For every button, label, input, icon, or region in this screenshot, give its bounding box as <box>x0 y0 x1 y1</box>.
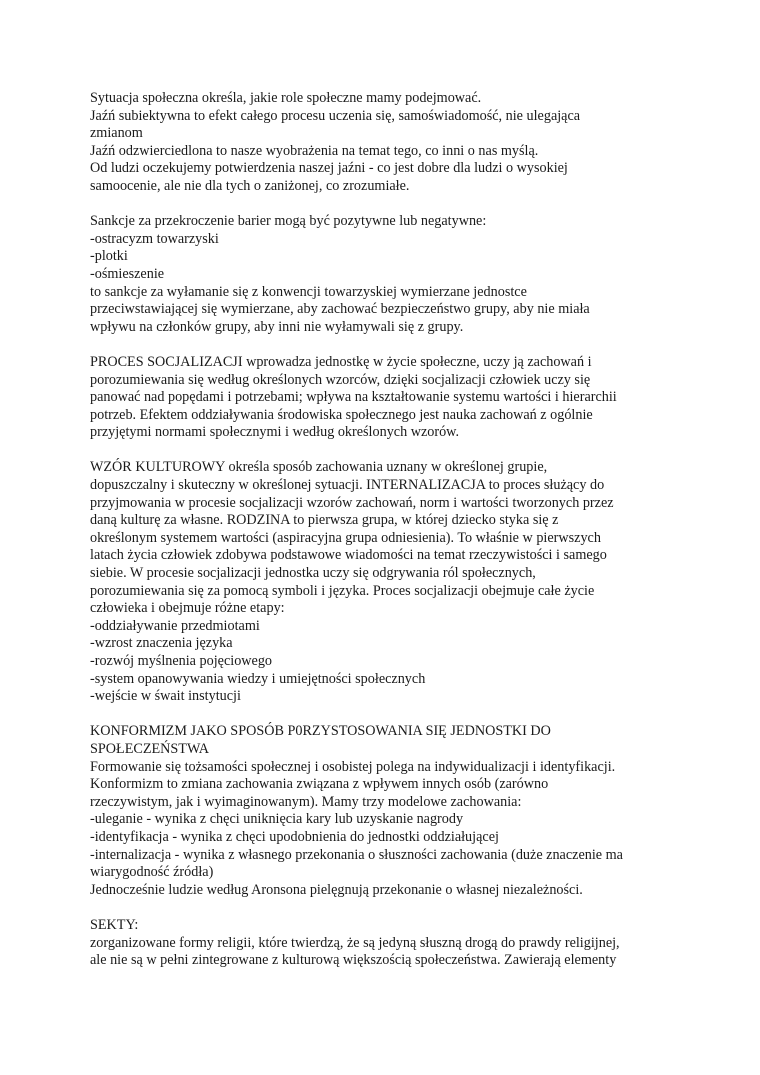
paragraph-gap <box>90 442 670 460</box>
paragraph <box>90 723 670 899</box>
text-line: latach życia człowiek zdobywa podstawowe wiadomości na temat rzeczywistości i samego <box>90 547 607 564</box>
text-line: to sankcje za wyłamanie się z konwencji towarzyskiej wymierzane jednostce <box>90 283 527 300</box>
text-line: Jaźń subiektywna to efekt całego procesu uczenia się, samoświadomość, nie ulegająca <box>90 107 581 124</box>
paragraph <box>90 90 670 196</box>
paragraph-gap <box>90 336 670 354</box>
text-line: panować nad popędami i potrzebami; wpływa na kształtowanie systemu wartości i hierarchii <box>90 389 617 406</box>
paragraph-gap <box>90 196 670 214</box>
text-line: -internalizacja - wynika z własnego przekonania o słuszności zachowania (duże znaczenie ma <box>90 846 623 863</box>
text-line: Sankcje za przekroczenie barier mogą być pozytywne lub negatywne: <box>90 213 487 230</box>
text-line: siebie. W procesie socjalizacji jednostka uczy się odgrywania ról społecznych, <box>90 565 536 582</box>
text-line: SEKTY: <box>90 916 139 933</box>
paragraph-gap <box>90 706 670 724</box>
paragraph <box>90 459 670 705</box>
text-line: określonym systemem wartości (aspiracyjna grupa odniesienia). To właśnie w pierwszych <box>90 529 601 546</box>
paragraph <box>90 917 670 970</box>
text-line: daną kulturę za własne. RODZINA to pierwsza grupa, w której dziecko styka się z <box>90 512 559 529</box>
text-line: potrzeb. Efektem oddziaływania środowiska społecznego jest nauka zachowań z ogólnie <box>90 406 593 423</box>
text-line: -system opanowywania wiedzy i umiejętności społecznych <box>90 670 426 687</box>
paragraph <box>90 354 670 442</box>
text-line: zmianom <box>90 125 143 142</box>
paragraph <box>90 213 670 336</box>
document-body <box>90 90 670 970</box>
text-line: rzeczywistym, jak i wyimaginowanym). Mamy trzy modelowe zachowania: <box>90 793 522 810</box>
text-line: PROCES SOCJALIZACJI wprowadza jednostkę w życie społeczne, uczy ją zachowań i <box>90 353 592 370</box>
text-line: porozumiewania się za pomocą symboli i języka. Proces socjalizacji obejmuje całe życie <box>90 582 595 599</box>
text-line: przyjmowania w procesie socjalizacji wzorów zachowań, norm i wartości tworzonych przez <box>90 494 614 511</box>
text-line: przeciwstawiającej się wymierzane, aby zachować bezpieczeństwo grupy, aby nie miała <box>90 301 590 318</box>
text-line: -wejście w śwait instytucji <box>90 688 241 705</box>
text-line: -oddziaływanie przedmiotami <box>90 617 260 634</box>
text-line: -uleganie - wynika z chęci uniknięcia kary lub uzyskanie nagrody <box>90 811 464 828</box>
text-line: Od ludzi oczekujemy potwierdzenia naszej jaźni - co jest dobre dla ludzi o wysokiej <box>90 160 568 177</box>
text-line: Jaźń odzwierciedlona to nasze wyobrażenia na temat tego, co inni o nas myślą. <box>90 142 539 159</box>
text-line: -wzrost znaczenia języka <box>90 635 233 652</box>
text-line: porozumiewania się według określonych wzorców, dzięki socjalizacji człowiek uczy się <box>90 371 591 388</box>
text-line: zorganizowane formy religii, które twierdzą, że są jedyną słuszną drogą do prawdy religijnej, <box>90 934 620 951</box>
text-line: samoocenie, ale nie dla tych o zaniżonej, co zrozumiałe. <box>90 177 410 194</box>
text-line: Sytuacja społeczna określa, jakie role społeczne mamy podejmować. <box>90 90 482 106</box>
text-line: przyjętymi normami społecznymi i według określonych wzorów. <box>90 424 460 441</box>
text-line: KONFORMIZM JAKO SPOSÓB P0RZYSTOSOWANIA SIĘ JEDNOSTKI DO <box>90 723 551 740</box>
text-line: -ostracyzm towarzyski <box>90 230 219 247</box>
text-line: wiarygodność źródła) <box>90 864 214 881</box>
paragraph-gap <box>90 899 670 917</box>
text-line: człowieka i obejmuje różne etapy: <box>90 600 285 617</box>
text-line: -identyfikacja - wynika z chęci upodobnienia do jednostki oddziałującej <box>90 828 499 845</box>
text-line: wpływu na członków grupy, aby inni nie wyłamywali się z grupy. <box>90 318 464 335</box>
text-line: dopuszczalny i skuteczny w określonej sytuacji. INTERNALIZACJA to proces służący do <box>90 477 605 494</box>
text-line: Formowanie się tożsamości społecznej i osobistej polega na indywidualizacji i identyfikacji. <box>90 758 616 775</box>
text-line: WZÓR KULTUROWY określa sposób zachowania uznany w określonej grupie, <box>90 459 548 476</box>
text-line: SPOŁECZEŃSTWA <box>90 740 210 757</box>
text-line: -rozwój myślnenia pojęciowego <box>90 653 273 669</box>
text-line: -ośmieszenie <box>90 265 165 282</box>
text-line: Konformizm to zmiana zachowania związana z wpływem innych osób (zarówno <box>90 776 549 793</box>
text-line: -plotki <box>90 248 128 265</box>
text-line: Jednocześnie ludzie według Aronsona pielęgnują przekonanie o własnej niezależności. <box>90 881 583 898</box>
text-line: ale nie są w pełni zintegrowane z kulturową większością społeczeństwa. Zawierają elementy <box>90 952 617 969</box>
